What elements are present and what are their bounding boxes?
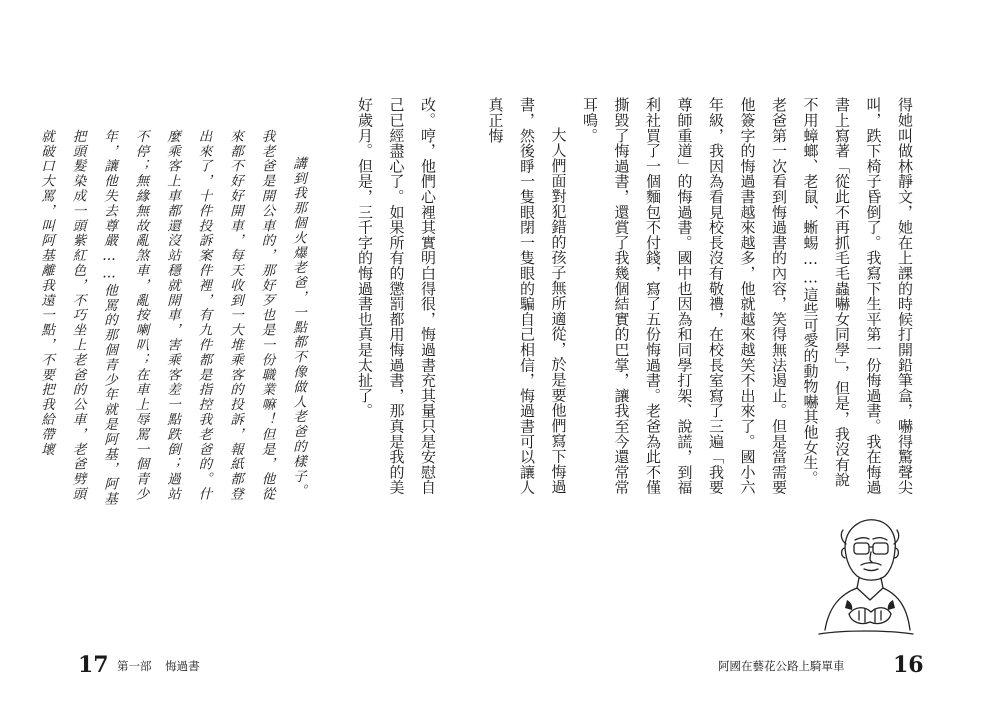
right-body-text <box>486 97 920 497</box>
left-upper-text <box>345 97 443 497</box>
left-lower-text <box>38 129 313 509</box>
running-head-part: 第一部 <box>117 659 152 673</box>
running-head <box>117 658 200 674</box>
paragraph: 得她叫做林靜文，她在上課的時候打開鉛筆盒，嚇得驚聲尖叫，跌下椅子昏倒了。我寫下生平第一份悔過書。我在悔過書上寫著「從此不再抓毛毛蟲嚇女同學」，但是，我沒有說不用蟑螂、老鼠、蜥蜴……這些可愛的動物嚇其他女生。老爸第一次看到悔過書的內容，笑得無法遏止。但是當需要他簽字的悔過書越來越多，他就越來越笑不出來了。國小六年級，我因為看見校長沒有敬禮，在校長室寫了三遍「我要尊師重道」的悔過書。國中也因為和同學打架、說謊，到福利社買了一個麵包不付錢，寫了五份悔過書。老爸為此不僅撕毀了悔過書，還賞了我幾個結實的巴掌，讓我至今還常常耳鳴。 <box>581 97 914 495</box>
page-number: 17 <box>78 652 109 678</box>
portrait-illustration <box>815 510 915 642</box>
paragraph: 大人們面對犯錯的孩子無所適從，於是要他們寫下悔過書，然後睜一隻眼閉一隻眼的騙自己相信，悔過書可以讓人真正悔 <box>486 97 568 495</box>
running-head: 阿國在藝花公路上騎單車 <box>718 659 845 673</box>
running-head-chapter: 悔過書 <box>165 659 200 673</box>
page-number: 16 <box>893 652 924 678</box>
paragraph: 改。哼，他們心裡其實明白得很，悔過書充其量只是安慰自己已經盡心了。如果所有的懲罰都用悔過書，那真是我的美好歲月。但是，三千字的悔過書也真是太扯了。 <box>356 97 437 495</box>
page-16 <box>486 0 1000 709</box>
paragraph: 講到我那個火爆老爸，一點都不像做人老爸的樣子。我老爸是開公車的，那好歹也是一份職業嘛！但是，他從來都不好好開車，每天收到一大堆乘客的投訴，報紙都登出來了，十件投訴案件裡，有九件都是指控我老爸的。什麼乘客上車都還沒站穩就開車，害乘客差一點跌倒；過站不停；無緣無故亂煞車，亂按喇叭；在車上辱罵一個青少年，讓他失去尊嚴……他罵的那個青少年就是阿基，阿基把頭髮染成一頭紫紅色，不巧坐上老爸的公車，老爸劈頭就破口大罵，叫阿基離我遠一點，不要把我給帶壞 <box>38 129 306 507</box>
